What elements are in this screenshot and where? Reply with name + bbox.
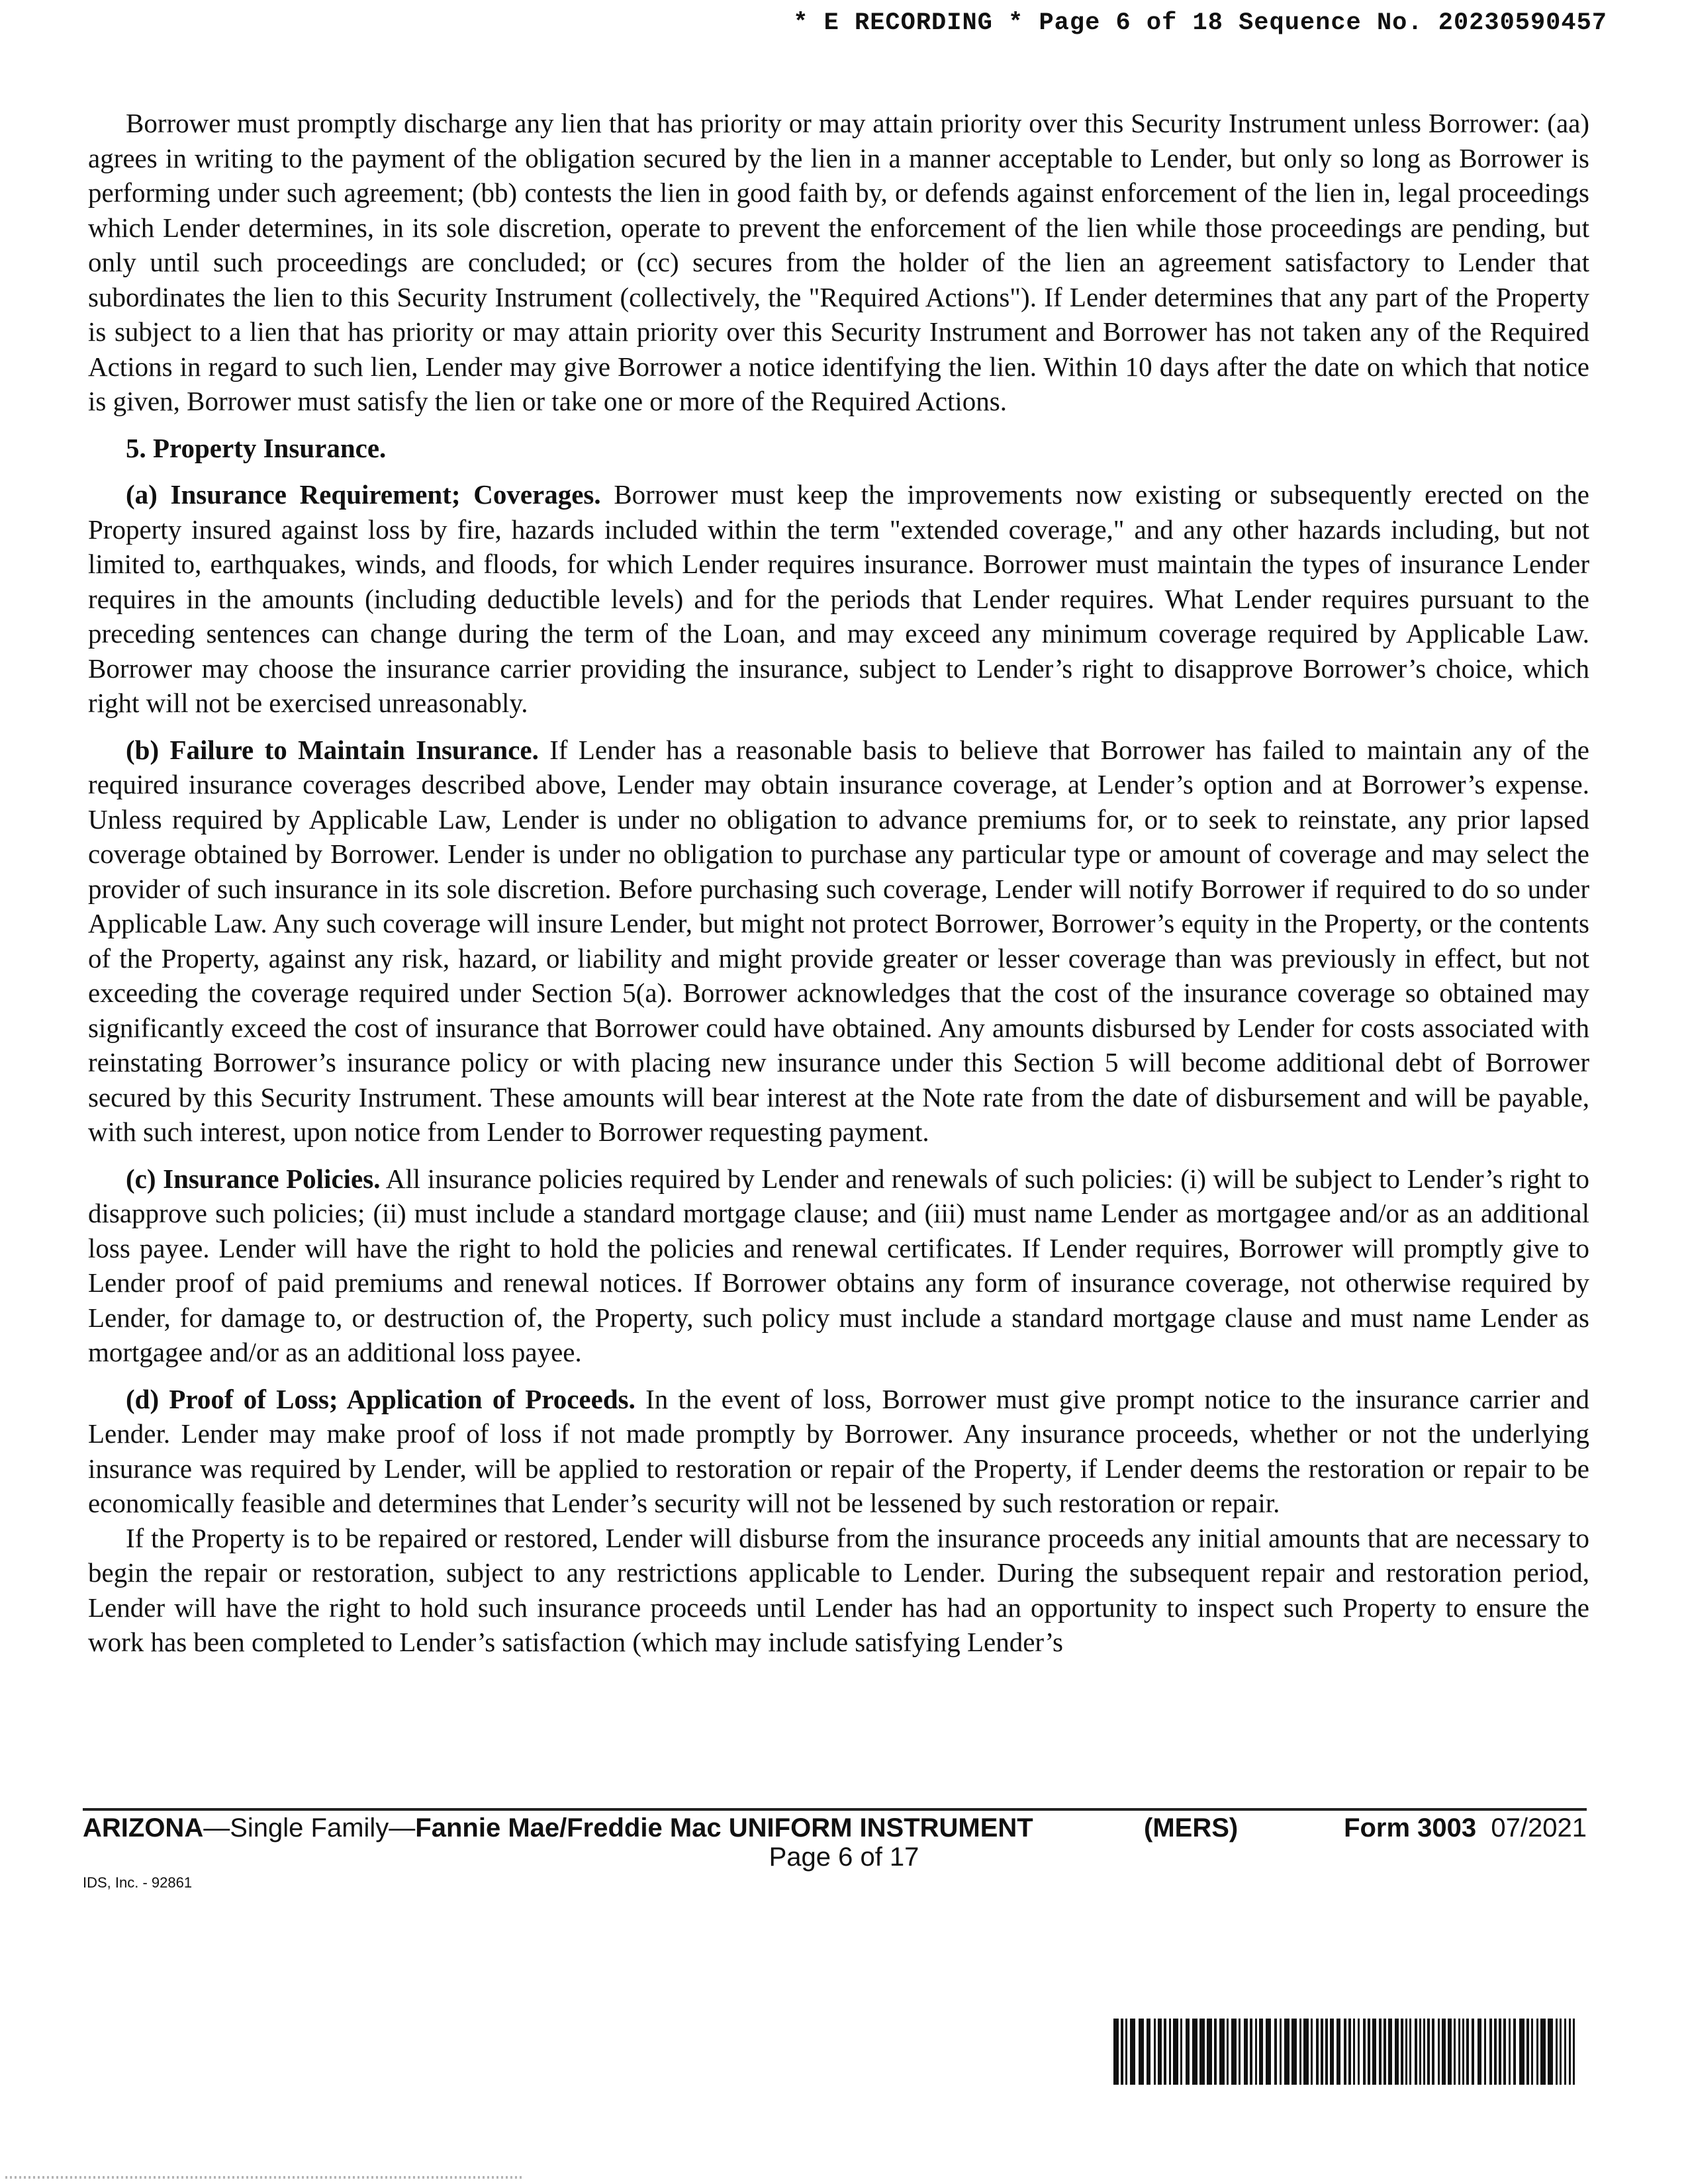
scan-artifact bbox=[5, 2176, 522, 2179]
footer-form-date: 07/2021 bbox=[1491, 1813, 1587, 1843]
failure-to-maintain-heading: (b) Failure to Maintain Insurance. bbox=[126, 734, 539, 765]
footer-form-label: Form 3003 bbox=[1344, 1813, 1477, 1843]
footer-agency: Fannie Mae/Freddie Mac UNIFORM INSTRUMENT bbox=[415, 1813, 1033, 1843]
insurance-requirement-text: Borrower must keep the improvements now existing or subsequently erected on the Property insured against loss by fire, hazards included within the term "extended coverage," and any other hazards including, but not limited to, earthquakes, winds, and floods, for which Lender requires insurance. Borrower must maintain the types of insurance Lender requires in the amounts (including deductible levels) and for the periods that Lender requires. What Lender requires pursuant to the preceding sentences can change during the term of the Loan, and may exceed any minimum coverage required by Applicable Law. Borrower may choose the insurance carrier providing the insurance, subject to Lender’s right to disapprove Borrower’s choice, which right will not be exercised unreasonably. bbox=[88, 479, 1589, 718]
footer-form-number bbox=[1344, 1813, 1587, 1843]
form-footer bbox=[83, 1813, 1587, 1846]
insurance-policies-paragraph bbox=[88, 1161, 1589, 1370]
barcode-image bbox=[1113, 2019, 1575, 2085]
failure-to-maintain-text: If Lender has a reasonable basis to believe that Borrower has failed to maintain any of the required insurance coverages described above, Lender may obtain insurance coverage, at Lender’s option and at Borrower’s expense. Unless required by Applicable Law, Lender is under no obligation to advance premiums for, or to seek to reinstate, any prior lapsed coverage obtained by Borrower. Lender is under no obligation to purchase any particular type or amount of coverage and may select the provider of such insurance in its sole discretion. Before purchasing such coverage, Lender will notify Borrower if required to do so under Applicable Law. Any such coverage will insure Lender, but might not protect Borrower, Borrower’s equity in the Property, or the contents of the Property, against any risk, hazard, or liability and might provide greater or lesser coverage than was previously in effect, but not exceeding the coverage required under Section 5(a). Borrower acknowledges that the cost of the insurance coverage so obtained may significantly exceed the cost of insurance that Borrower could have obtained. Any amounts disbursed by Lender for costs associated with reinstating Borrower’s insurance policy or with placing new insurance under this Section 5 will become additional debt of Borrower secured by this Security Instrument. These amounts will bear interest at the Note rate from the date of disbursement and will be payable, with such interest, upon notice from Lender to Borrower requesting payment. bbox=[88, 734, 1589, 1147]
section-5-heading: 5. Property Insurance. bbox=[126, 432, 387, 463]
proof-of-loss-heading: (d) Proof of Loss; Application of Proceeds. bbox=[126, 1383, 635, 1414]
footer-divider bbox=[83, 1808, 1587, 1811]
proof-of-loss-text: In the event of loss, Borrower must give prompt notice to the insurance carrier and Lender. Lender may make proof of loss if not made promptly by Borrower. Any insurance proceeds, whether or not the underlying insurance was required by Lender, will be applied to restoration or repair of the Property, if Lender deems the restoration or repair to be economically feasible and determines that Lender’s security will not be lessened by such restoration or repair. bbox=[88, 1383, 1589, 1518]
insurance-policies-text: All insurance policies required by Lender and renewals of such policies: (i) will be subject to Lender’s right to disapprove such policies; (ii) must include a standard mortgage clause; and (iii) must name Lender as mortgagee and/or as an additional loss payee. Lender will have the right to hold the policies and renewal certificates. If Lender requires, Borrower will promptly give to Lender proof of paid premiums and renewal notices. If Borrower obtains any form of insurance coverage, not otherwise required by Lender, for damage to, or destruction of, the Property, such policy must include a standard mortgage clause and must name Lender as mortgagee and/or as an additional loss payee. bbox=[88, 1163, 1590, 1367]
insurance-requirement-heading: (a) Insurance Requirement; Coverages. bbox=[126, 479, 601, 510]
footer-family: —Single Family— bbox=[203, 1813, 416, 1843]
footer-ids-code: IDS, Inc. - 92861 bbox=[83, 1874, 193, 1891]
recording-header: * E RECORDING * Page 6 of 18 Sequence No. 20230590457 bbox=[793, 9, 1607, 37]
document-body bbox=[88, 106, 1589, 1660]
insurance-policies-heading: (c) Insurance Policies. bbox=[126, 1163, 381, 1194]
failure-to-maintain-paragraph bbox=[88, 733, 1589, 1150]
footer-page-number: Page 6 of 17 bbox=[769, 1843, 919, 1872]
proof-of-loss-paragraph bbox=[88, 1382, 1589, 1521]
repair-restoration-paragraph: If the Property is to be repaired or restored, Lender will disburse from the insurance proceeds any initial amounts that are necessary to begin the repair or restoration, subject to any restrictions applicable to Lender. During the subsequent repair and restoration period, Lender will have the right to hold such insurance proceeds until Lender has had an opportunity to inspect such Property to ensure the work has been completed to Lender’s satisfaction (which may include satisfying Lender’s bbox=[88, 1522, 1589, 1657]
insurance-requirement-paragraph bbox=[88, 477, 1589, 721]
footer-mers: (MERS) bbox=[1144, 1813, 1239, 1843]
lien-discharge-paragraph: Borrower must promptly discharge any lien that has priority or may attain priority over this Security Instrument unless Borrower: (aa) agrees in writing to the payment of the obligation secured by the lien in a manner acceptable to Lender, but only so long as Borrower is performing under such agreement; (bb) contests the lien in good faith by, or defends against enforcement of the lien in, legal proceedings which Lender determines, in its sole discretion, operate to prevent the enforcement of the lien while those proceedings are pending, but only until such proceedings are concluded; or (cc) secures from the holder of the lien an agreement satisfactory to Lender that subordinates the lien to this Security Instrument (collectively, the "Required Actions"). If Lender determines that any part of the Property is subject to a lien that has priority or may attain priority over this Security Instrument and Borrower has not taken any of the Required Actions in regard to such lien, Lender may give Borrower a notice identifying the lien. Within 10 days after the date on which that notice is given, Borrower must satisfy the lien or take one or more of the Required Actions. bbox=[88, 108, 1589, 416]
footer-state: ARIZONA bbox=[83, 1813, 204, 1843]
form-title bbox=[83, 1813, 1033, 1843]
